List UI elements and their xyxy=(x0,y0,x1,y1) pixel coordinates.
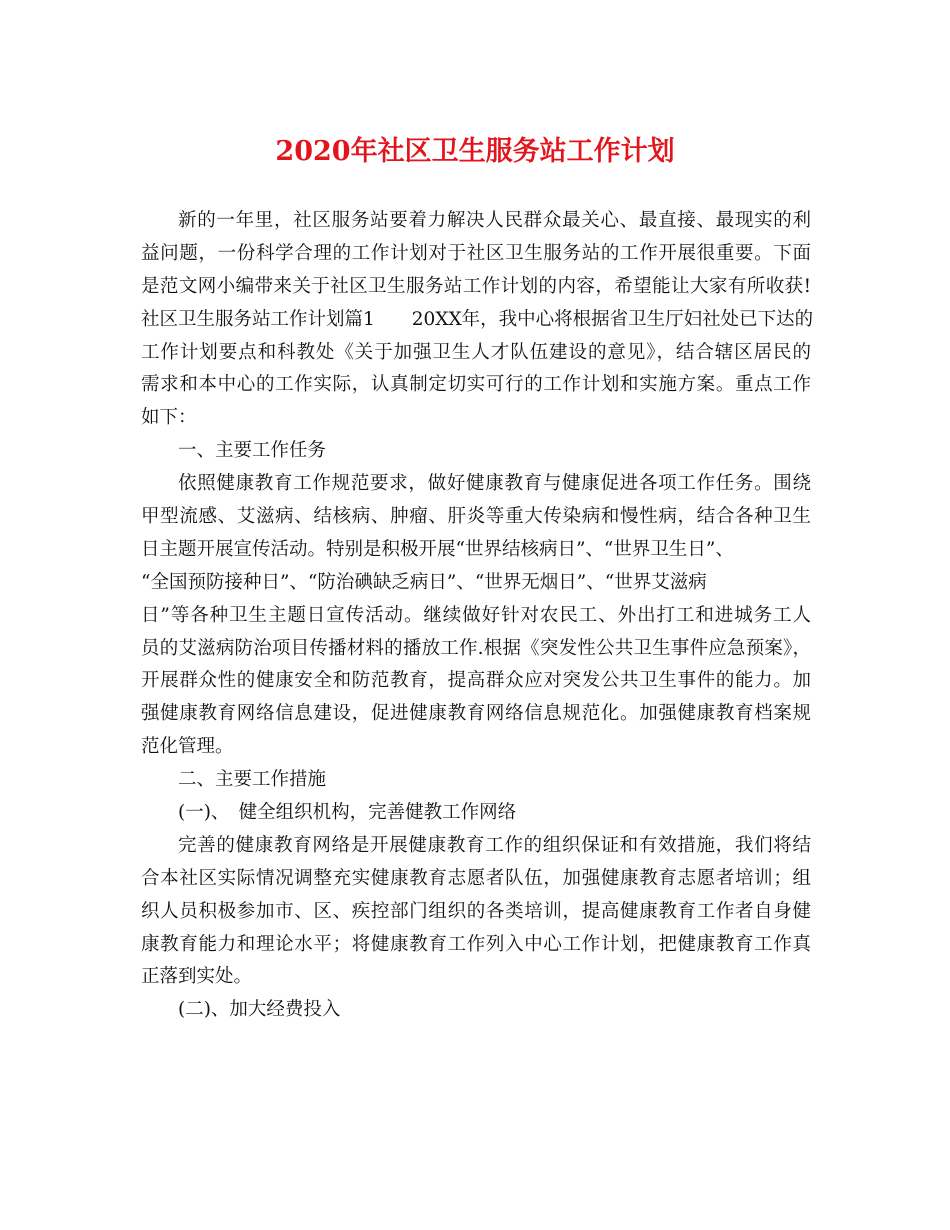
text-line: 完善的健康教育网络是开展健康教育工作的组织保证和有效措施，我们将结 xyxy=(178,834,811,856)
text-line: 开展群众性的健康安全和防范教育，提高群众应对突发公共卫生事件的能力。加 xyxy=(141,670,811,692)
document-title: 2020年社区卫生服务站工作计划 xyxy=(275,136,675,167)
text-line: 社区卫生服务站工作计划篇1 20XX年，我中心将根据省卫生厅妇社处已下达的 xyxy=(141,308,814,330)
text-line: 如下： xyxy=(141,407,197,429)
text-line: 甲型流感、艾滋病、结核病、肿瘤、肝炎等重大传染病和慢性病，结合各种卫生 xyxy=(141,506,811,528)
text-line: 强健康教育网络信息建设，促进健康教育网络信息规范化。加强健康教育档案规 xyxy=(141,703,811,725)
text-line: 合本社区实际情况调整充实健康教育志愿者队伍，加强健康教育志愿者培训；组 xyxy=(141,867,811,889)
text-line: 益问题，一份科学合理的工作计划对于社区卫生服务站的工作开展很重要。下面 xyxy=(141,242,811,264)
text-line: “全国预防接种日”、“防治碘缺乏病日”、“世界无烟日”、“世界艾滋病 xyxy=(141,571,707,593)
section-heading: 二、主要工作措施 xyxy=(178,769,327,791)
text-line: 康教育能力和理论水平；将健康教育工作列入中心工作计划，把健康教育工作真 xyxy=(141,933,811,955)
text-line: 织人员积极参加市、区、疾控部门组织的各类培训，提高健康教育工作者自身健 xyxy=(141,900,811,922)
text-line: 需求和本中心的工作实际，认真制定切实可行的工作计划和实施方案。重点工作 xyxy=(141,374,811,396)
text-line: 是范文网小编带来关于社区卫生服务站工作计划的内容，希望能让大家有所收获! xyxy=(141,275,811,297)
text-line: 日”等各种卫生主题日宣传活动。继续做好针对农民工、外出打工和进城务工人 xyxy=(141,604,811,626)
text-line: 依照健康教育工作规范要求，做好健康教育与健康促进各项工作任务。围绕 xyxy=(178,473,811,495)
text-line: 工作计划要点和科教处《关于加强卫生人才队伍建设的意见》，结合辖区居民的 xyxy=(141,341,811,363)
text-line: 日主题开展宣传活动。特别是积极开展“世界结核病日”、“世界卫生日”、 xyxy=(141,538,734,560)
text-line: 范化管理。 xyxy=(141,736,234,758)
text-line: 新的一年里，社区服务站要着力解决人民群众最关心、最直接、最现实的利 xyxy=(178,210,811,231)
text-line: 员的艾滋病防治项目传播材料的播放工作.根据《突发性公共卫生事件应急预案》， xyxy=(141,637,811,659)
text-line: 正落到实处。 xyxy=(141,966,253,988)
document-body xyxy=(141,205,814,1027)
subsection-heading: (二)、加大经费投入 xyxy=(178,999,341,1021)
section-heading: 一、主要工作任务 xyxy=(178,440,327,462)
subsection-heading: (一)、 健全组织机构，完善健教工作网络 xyxy=(178,802,517,824)
